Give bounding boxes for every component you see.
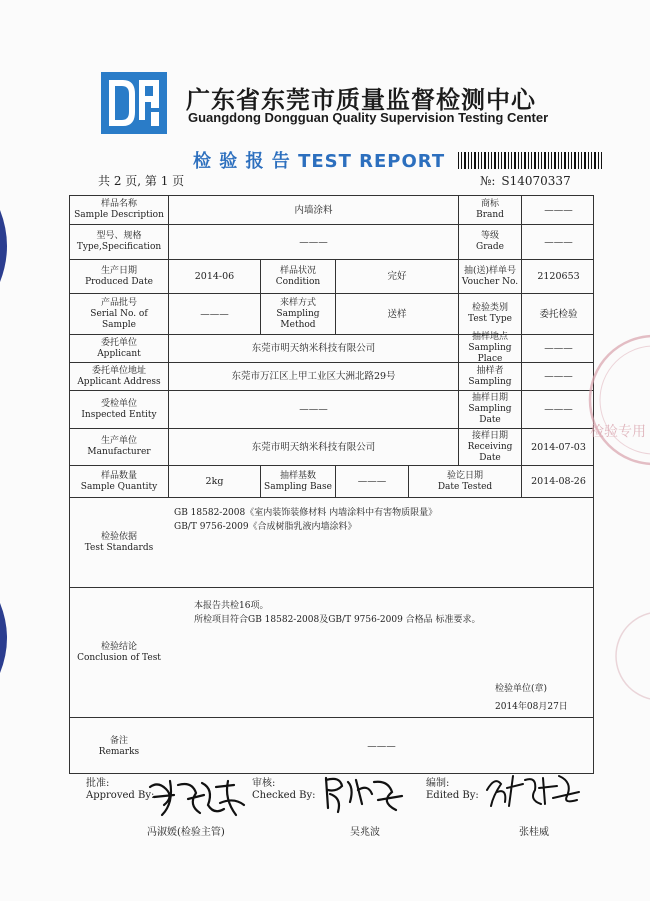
brand-label: 商标 Brand — [458, 196, 521, 224]
date-tested-label: 验讫日期 Date Tested — [408, 466, 521, 497]
barcode-bar — [501, 152, 502, 169]
test-standards-label: 检验依据 Test Standards — [84, 531, 154, 553]
sampling-place-label: 抽样地点 Sampling Place — [458, 335, 521, 362]
binding-mark-top — [0, 210, 14, 282]
remarks-label: 备注 Remarks — [98, 735, 140, 757]
edited-signature — [483, 770, 583, 812]
barcode-bar — [491, 152, 492, 169]
barcode-bar — [564, 152, 566, 169]
barcode-bar — [561, 152, 562, 169]
table-row — [70, 334, 593, 362]
page-info: 共 2 页, 第 1 页 — [98, 174, 185, 188]
barcode-bar — [504, 152, 506, 169]
table-row — [70, 259, 593, 293]
conclusion-line: 本报告共检16项。 — [194, 601, 269, 611]
barcode — [458, 152, 606, 169]
conclusion-date: 2014年08月27日 — [495, 702, 568, 712]
barcode-bar — [464, 152, 466, 169]
type-spec-value: ——— — [168, 225, 458, 259]
report-number — [480, 174, 571, 188]
approved-signature — [144, 775, 249, 820]
sampling-place-value: ——— — [521, 335, 595, 362]
barcode-bar — [471, 152, 472, 169]
official-stamp — [584, 330, 650, 470]
barcode-bar — [538, 152, 539, 169]
table-row — [70, 293, 593, 334]
type-spec-label: 型号、规格 Type,Specification — [76, 231, 162, 252]
applicant-address-value: 东莞市万江区上甲工业区大洲北路29号 — [168, 363, 458, 390]
conclusion-line: 所检项目符合GB 18582-2008及GB/T 9756-2009 合格品 标准要求。 — [194, 615, 481, 625]
table-row — [70, 717, 593, 775]
serial-value: ——— — [168, 294, 260, 334]
conclusion-label: 检验结论 Conclusion of Test — [77, 641, 161, 663]
manufacturer-value: 东莞市明天纳米科技有限公司 — [168, 429, 458, 465]
edited-name: 张桂威 — [519, 827, 549, 838]
barcode-bar — [524, 152, 526, 169]
brand-value: ——— — [521, 196, 595, 224]
checked-name: 吴兆波 — [350, 827, 380, 838]
sampler-value: ——— — [521, 363, 595, 390]
barcode-bar — [488, 152, 489, 169]
barcode-bar — [478, 152, 479, 169]
report-title: 检 验 报 告 TEST REPORT — [193, 151, 446, 172]
barcode-bar — [554, 152, 556, 169]
table-row — [70, 428, 593, 465]
applicant-value: 东莞市明天纳米科技有限公司 — [168, 335, 458, 362]
stamp-text: 检验专用 — [590, 424, 646, 440]
condition-label: 样品状况 Condition — [260, 260, 335, 293]
date-tested-value: 2014-08-26 — [521, 466, 595, 497]
barcode-bar — [468, 152, 469, 169]
barcode-bar — [461, 152, 462, 169]
barcode-bar — [484, 152, 486, 169]
edited-by: 编制: Edited By: — [426, 778, 479, 801]
barcode-bar — [511, 152, 512, 169]
barcode-bar — [534, 152, 536, 169]
barcode-bar — [498, 152, 499, 169]
approved-by: 批准: Approved By: — [86, 778, 155, 801]
barcode-bar — [591, 152, 592, 169]
standard-line: GB/T 9756-2009《合成树脂乳液内墙涂料》 — [174, 522, 357, 532]
inspected-entity-label: 受检单位 Inspected Entity — [81, 398, 157, 420]
inspected-entity-value: ——— — [168, 391, 458, 428]
test-type-label: 检验类别 Test Type — [458, 294, 521, 334]
voucher-value: 2120653 — [521, 260, 595, 293]
approved-name: 冯淑媛(检验主管) — [147, 827, 225, 838]
standard-line: GB 18582-2008《室内装饰装修材料 内墙涂料中有害物质限量》 — [174, 508, 438, 518]
org-name-cn: 广东省东莞市质量监督检测中心 — [186, 86, 536, 114]
remarks-value: ——— — [367, 741, 396, 752]
produced-date-value: 2014-06 — [168, 260, 260, 293]
conclusion-value — [194, 599, 481, 627]
sample-desc-label: 样品名称 Sample Description — [74, 199, 164, 220]
dq-logo — [101, 72, 167, 134]
barcode-bar — [581, 152, 582, 169]
checked-signature — [318, 772, 408, 817]
barcode-bar — [508, 152, 509, 169]
serial-label: 产品批号 Serial No. of Sample — [90, 297, 148, 330]
voucher-label: 抽(送)样单号 Voucher No. — [458, 260, 521, 293]
checked-by: 审核: Checked By: — [252, 778, 316, 801]
sampling-method-value: 送样 — [335, 294, 458, 334]
table-row — [70, 587, 593, 717]
sample-quantity-value: 2kg — [168, 466, 260, 497]
barcode-bar — [568, 152, 569, 169]
barcode-bar — [541, 152, 542, 169]
barcode-bar — [551, 152, 552, 169]
barcode-bar — [558, 152, 559, 169]
barcode-bar — [578, 152, 579, 169]
condition-value: 完好 — [335, 260, 458, 293]
receiving-date-label: 接样日期 Receiving Date — [458, 429, 521, 465]
barcode-bar — [574, 152, 576, 169]
barcode-bar — [481, 152, 482, 169]
barcode-bar — [598, 152, 599, 169]
barcode-bar — [514, 152, 516, 169]
test-standards-value — [174, 506, 437, 534]
seal-fragment — [584, 606, 650, 706]
barcode-bar — [601, 152, 602, 169]
table-row — [70, 497, 593, 587]
table-row — [70, 196, 593, 224]
sampling-date-value: ——— — [521, 391, 595, 428]
barcode-bar — [544, 152, 546, 169]
grade-label: 等级 Grade — [458, 225, 521, 259]
manufacturer-label: 生产单位 Manufacturer — [87, 436, 151, 457]
receiving-date-value: 2014-07-03 — [521, 429, 595, 465]
table-row — [70, 465, 593, 497]
barcode-bar — [571, 152, 572, 169]
report-number-value: S14070337 — [501, 174, 571, 188]
sampling-base-value: ——— — [335, 466, 408, 497]
sampling-method-label: 来样方式 Sampling Method — [260, 294, 335, 334]
produced-date-label: 生产日期 Produced Date — [85, 265, 153, 287]
table-row — [70, 224, 593, 259]
report-number-label: №: — [480, 174, 496, 188]
barcode-bar — [531, 152, 532, 169]
table-row — [70, 362, 593, 390]
grade-value: ——— — [521, 225, 595, 259]
barcode-bar — [494, 152, 496, 169]
org-name-en: Guangdong Dongguan Quality Supervision Testing Center — [188, 110, 549, 125]
conclusion-unit: 检验单位(章) — [495, 684, 548, 694]
sampling-base-label: 抽样基数 Sampling Base — [260, 466, 335, 497]
applicant-label: 委托单位 Applicant — [97, 337, 141, 359]
sampling-date-label: 抽样日期 Sampling Date — [458, 391, 521, 428]
barcode-bar — [594, 152, 596, 169]
barcode-bar — [528, 152, 529, 169]
barcode-bar — [548, 152, 549, 169]
barcode-bar — [518, 152, 519, 169]
barcode-bar — [584, 152, 586, 169]
table-row — [70, 390, 593, 428]
sample-quantity-label: 样品数量 Sample Quantity — [80, 470, 158, 492]
barcode-bar — [588, 152, 589, 169]
applicant-address-label: 委托单位地址 Applicant Address — [77, 365, 161, 387]
test-type-value: 委托检验 — [521, 294, 595, 334]
barcode-bar — [474, 152, 476, 169]
barcode-bar — [521, 152, 522, 169]
binding-mark-bottom — [0, 603, 14, 673]
sampler-label: 抽样者Sampling — [458, 363, 521, 390]
sample-desc-value: 内墙涂料 — [168, 196, 458, 224]
barcode-bar — [458, 152, 459, 169]
